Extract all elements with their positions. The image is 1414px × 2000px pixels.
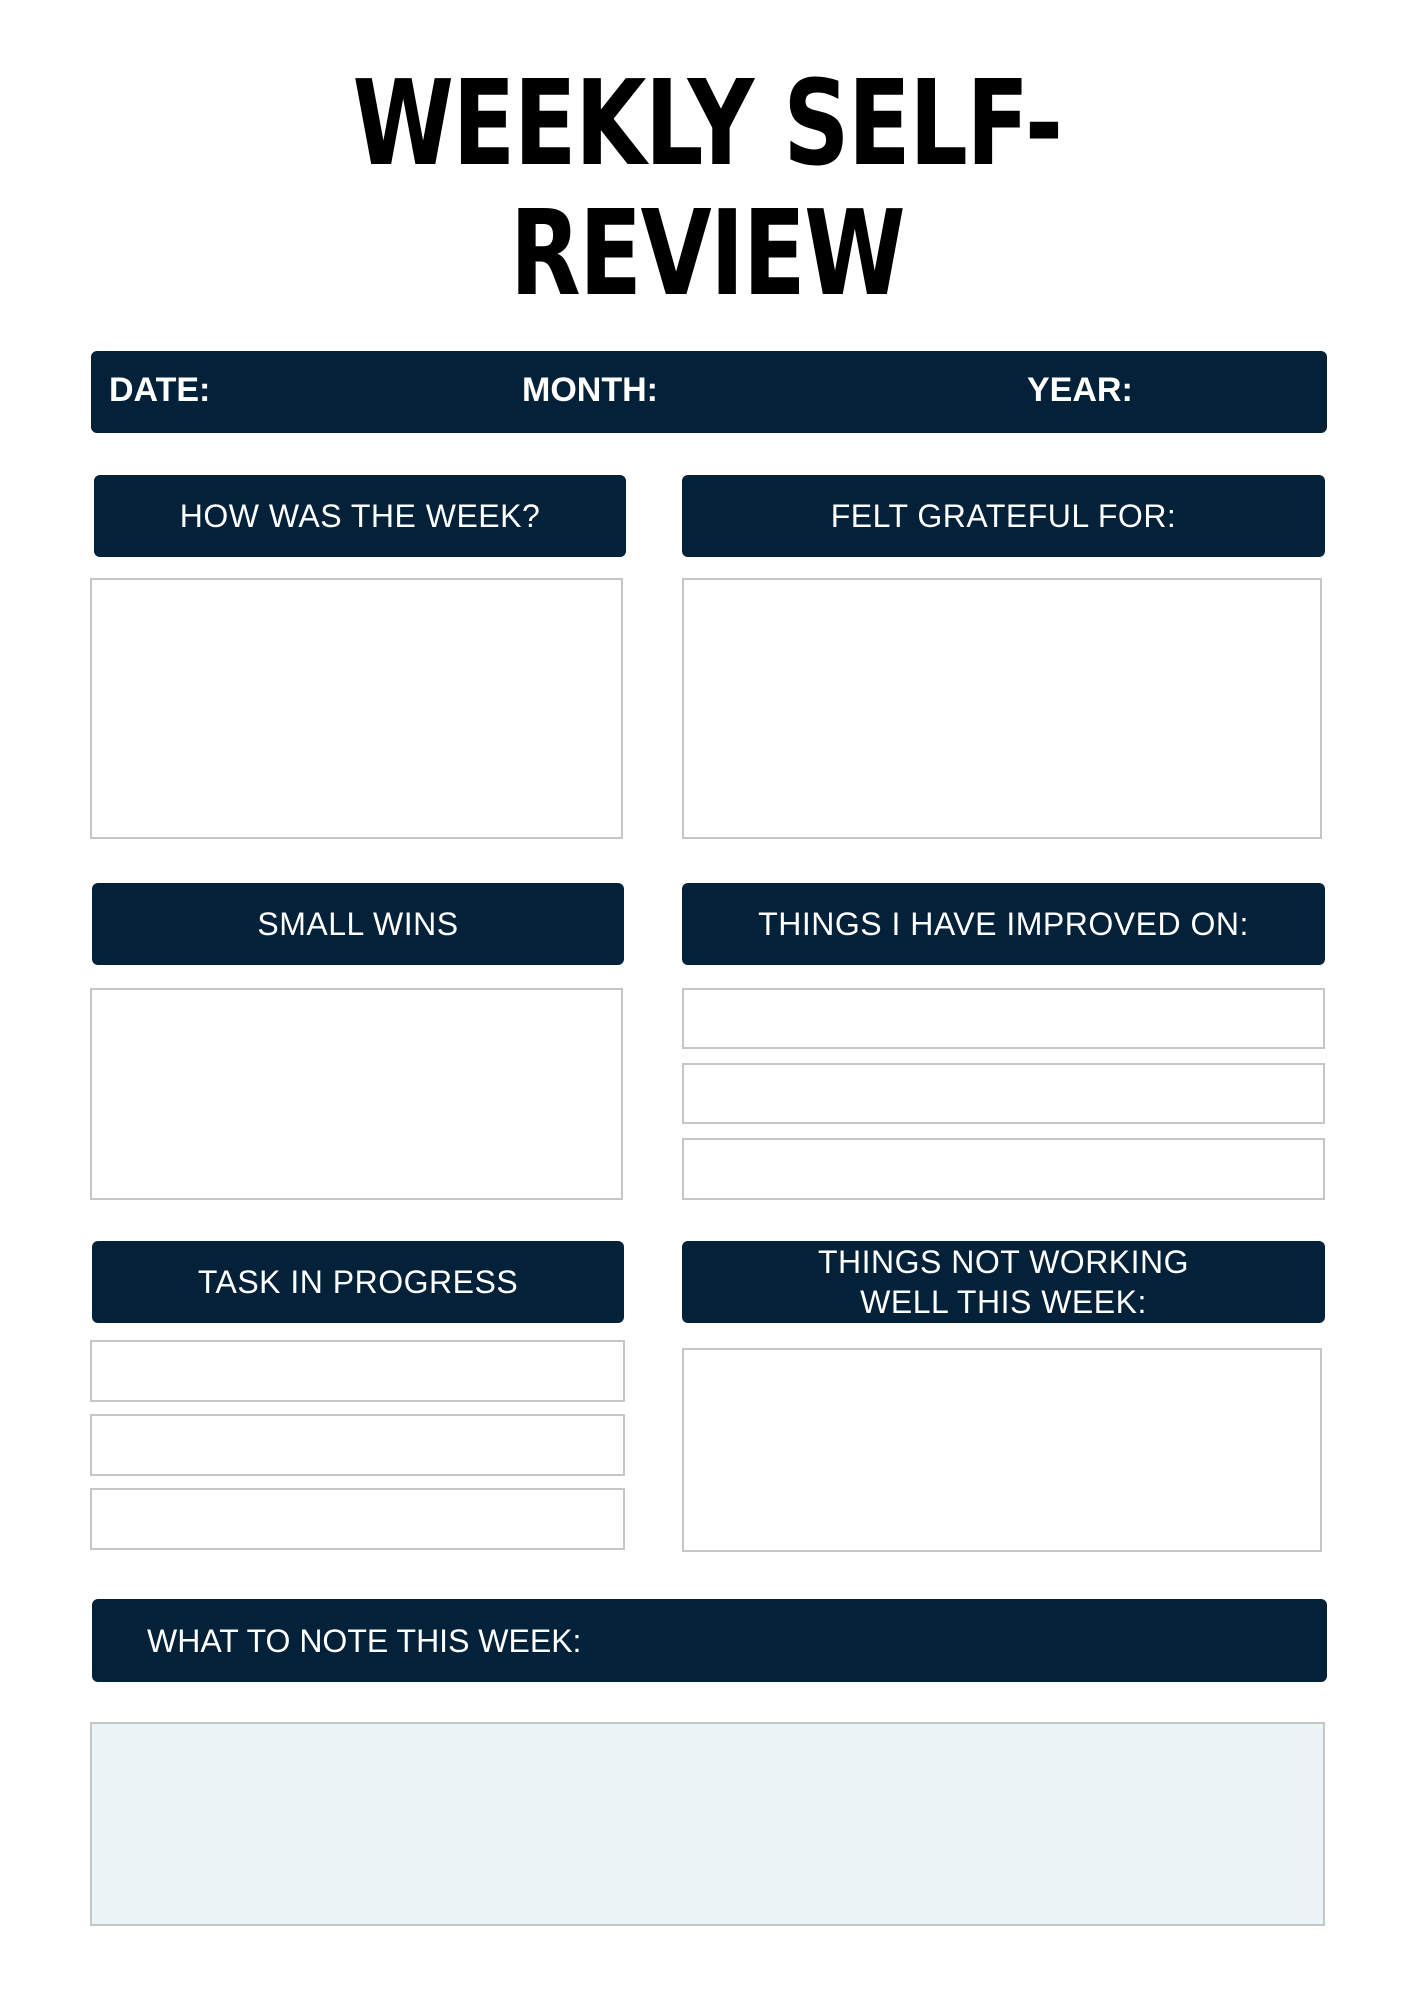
improved-on-field-2[interactable] (682, 1063, 1325, 1124)
year-label: YEAR: (1027, 371, 1133, 409)
page-title: WEEKLY SELF-REVIEW (352, 54, 1062, 322)
grateful-for-label: FELT GRATEFUL FOR: (830, 498, 1177, 534)
small-wins-label: SMALL WINS (257, 906, 459, 942)
task-in-progress-label: TASK IN PROGRESS (197, 1264, 519, 1300)
what-to-note-label: WHAT TO NOTE THIS WEEK: (147, 1623, 582, 1659)
date-bar (91, 351, 1327, 433)
task-in-progress-field-1[interactable] (90, 1340, 625, 1402)
task-in-progress-field-3[interactable] (90, 1488, 625, 1550)
how-was-week-header (94, 475, 626, 557)
not-working-label-line2: WELL THIS WEEK: (860, 1284, 1147, 1320)
how-was-week-field[interactable] (90, 578, 623, 839)
not-working-field[interactable] (682, 1348, 1322, 1552)
task-in-progress-header (92, 1241, 624, 1323)
improved-on-field-1[interactable] (682, 988, 1325, 1049)
small-wins-header (92, 883, 624, 965)
task-in-progress-field-2[interactable] (90, 1414, 625, 1476)
improved-on-field-3[interactable] (682, 1138, 1325, 1200)
improved-on-label: THINGS I HAVE IMPROVED ON: (758, 906, 1249, 942)
improved-on-header (682, 883, 1325, 965)
what-to-note-header (92, 1599, 1327, 1682)
month-label: MONTH: (522, 371, 658, 409)
not-working-label-line1: THINGS NOT WORKING (817, 1244, 1190, 1280)
grateful-for-field[interactable] (682, 578, 1322, 839)
grateful-for-header (682, 475, 1325, 557)
how-was-week-label: HOW WAS THE WEEK? (179, 498, 541, 534)
date-label: DATE: (109, 371, 211, 409)
small-wins-field[interactable] (90, 988, 623, 1200)
what-to-note-field[interactable] (90, 1722, 1325, 1926)
not-working-header (682, 1241, 1325, 1323)
